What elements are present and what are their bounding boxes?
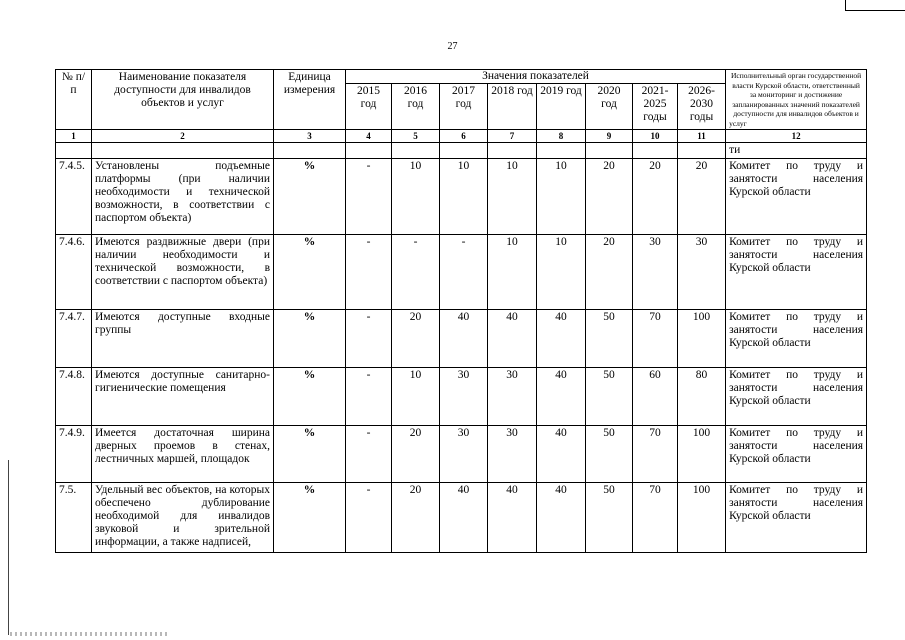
- row-value: 10: [537, 235, 586, 310]
- header-year: 2019 год: [537, 84, 586, 130]
- table-row: [56, 310, 867, 368]
- row-value: 20: [392, 310, 440, 368]
- row-num: 7.4.6.: [56, 235, 92, 310]
- row-value: 30: [440, 368, 488, 426]
- row-value: 30: [440, 426, 488, 483]
- row-unit: %: [274, 368, 346, 426]
- row-value: 80: [678, 368, 726, 426]
- column-numbers-row: [56, 130, 867, 143]
- row-value: 50: [586, 483, 633, 553]
- row-value: -: [346, 483, 392, 553]
- table-row: [56, 235, 867, 310]
- column-number: 2: [92, 130, 274, 143]
- column-number: 9: [586, 130, 633, 143]
- scan-bottom-noise: [10, 632, 170, 636]
- row-value: 60: [633, 368, 678, 426]
- continuation-text: ти: [726, 143, 867, 159]
- header-year: 2026-2030 годы: [678, 84, 726, 130]
- row-num: 7.5.: [56, 483, 92, 553]
- row-value: 40: [537, 426, 586, 483]
- row-org: Комитет по труду и занятости населения Курской области: [726, 368, 867, 426]
- row-value: -: [346, 235, 392, 310]
- row-value: 40: [537, 483, 586, 553]
- row-value: 20: [392, 426, 440, 483]
- row-value: 10: [440, 159, 488, 235]
- header-year: 2017 год: [440, 84, 488, 130]
- row-value: 70: [633, 483, 678, 553]
- row-value: 10: [392, 368, 440, 426]
- row-value: -: [440, 235, 488, 310]
- row-name: Установлены подъемные платформы (при наличии необходимости и технической возможности, в соответствии с паспортом объекта): [92, 159, 274, 235]
- row-name: Имеется достаточная ширина дверных проемов в стенах, лестничных маршей, площадок: [92, 426, 274, 483]
- row-value: 30: [488, 368, 537, 426]
- row-org: Комитет по труду и занятости населения Курской области: [726, 235, 867, 310]
- header-year: 2021-2025 годы: [633, 84, 678, 130]
- page-number: 27: [447, 41, 458, 52]
- column-number: 12: [726, 130, 867, 143]
- row-name: Удельный вес объектов, на которых обеспечено дублирование необходимой для инвалидов звуковой и зрительной информации, а также надписей,: [92, 483, 274, 553]
- row-num: 7.4.5.: [56, 159, 92, 235]
- row-value: -: [346, 159, 392, 235]
- header-org: Исполнительный орган государственной власти Курской области, ответственный за мониторинг и достижение запланированных значений показателей доступности для инвалидов объектов и услуг: [726, 70, 867, 130]
- table-row: [56, 159, 867, 235]
- table-row: [56, 426, 867, 483]
- table-header-row: [56, 70, 867, 84]
- row-num: 7.4.8.: [56, 368, 92, 426]
- row-name: Имеются доступные входные группы: [92, 310, 274, 368]
- row-unit: %: [274, 483, 346, 553]
- row-value: 40: [537, 310, 586, 368]
- row-value: 50: [586, 368, 633, 426]
- row-value: 100: [678, 483, 726, 553]
- header-values: Значения показателей: [346, 70, 726, 84]
- column-number: 7: [488, 130, 537, 143]
- row-value: -: [346, 368, 392, 426]
- row-value: 10: [488, 235, 537, 310]
- row-value: 100: [678, 426, 726, 483]
- row-value: 10: [392, 159, 440, 235]
- header-year: 2020 год: [586, 84, 633, 130]
- row-value: 20: [586, 235, 633, 310]
- row-org: Комитет по труду и занятости населения Курской области: [726, 426, 867, 483]
- row-value: -: [346, 310, 392, 368]
- column-number: 3: [274, 130, 346, 143]
- row-unit: %: [274, 235, 346, 310]
- column-number: 4: [346, 130, 392, 143]
- row-value: 70: [633, 310, 678, 368]
- row-name: Имеются раздвижные двери (при наличии необходимости и технической возможности, в соответствии с паспортом объекта): [92, 235, 274, 310]
- table-row: [56, 368, 867, 426]
- column-number: 5: [392, 130, 440, 143]
- header-year: 2016 год: [392, 84, 440, 130]
- row-value: -: [346, 426, 392, 483]
- continuation-row: [56, 143, 867, 159]
- row-value: 100: [678, 310, 726, 368]
- column-number: 6: [440, 130, 488, 143]
- row-value: 20: [678, 159, 726, 235]
- row-value: 30: [678, 235, 726, 310]
- row-value: -: [392, 235, 440, 310]
- row-value: 40: [537, 368, 586, 426]
- row-value: 10: [488, 159, 537, 235]
- row-num: 7.4.7.: [56, 310, 92, 368]
- column-number: 11: [678, 130, 726, 143]
- row-unit: %: [274, 426, 346, 483]
- row-unit: %: [274, 310, 346, 368]
- scan-edge-line: [8, 460, 9, 635]
- row-name: Имеются доступные санитарно-гигиенические помещения: [92, 368, 274, 426]
- row-org: Комитет по труду и занятости населения Курской области: [726, 310, 867, 368]
- row-value: 30: [633, 235, 678, 310]
- header-num: № п/п: [56, 70, 92, 130]
- row-value: 30: [488, 426, 537, 483]
- header-year: 2018 год: [488, 84, 537, 130]
- row-value: 40: [488, 310, 537, 368]
- table-row: [56, 483, 867, 553]
- header-year: 2015 год: [346, 84, 392, 130]
- row-value: 70: [633, 426, 678, 483]
- indicators-table: [55, 69, 867, 553]
- column-number: 1: [56, 130, 92, 143]
- row-org: Комитет по труду и занятости населения Курской области: [726, 159, 867, 235]
- row-num: 7.4.9.: [56, 426, 92, 483]
- row-org: Комитет по труду и занятости населения Курской области: [726, 483, 867, 553]
- header-name: Наименование показателя доступности для инвалидов объектов и услуг: [92, 70, 274, 130]
- row-value: 20: [633, 159, 678, 235]
- row-value: 20: [392, 483, 440, 553]
- row-unit: %: [274, 159, 346, 235]
- column-number: 10: [633, 130, 678, 143]
- column-number: 8: [537, 130, 586, 143]
- row-value: 50: [586, 310, 633, 368]
- row-value: 40: [440, 310, 488, 368]
- row-value: 20: [586, 159, 633, 235]
- row-value: 40: [488, 483, 537, 553]
- scan-corner-mark: [845, 0, 905, 11]
- row-value: 40: [440, 483, 488, 553]
- row-value: 50: [586, 426, 633, 483]
- header-unit: Единица измерения: [274, 70, 346, 130]
- row-value: 10: [537, 159, 586, 235]
